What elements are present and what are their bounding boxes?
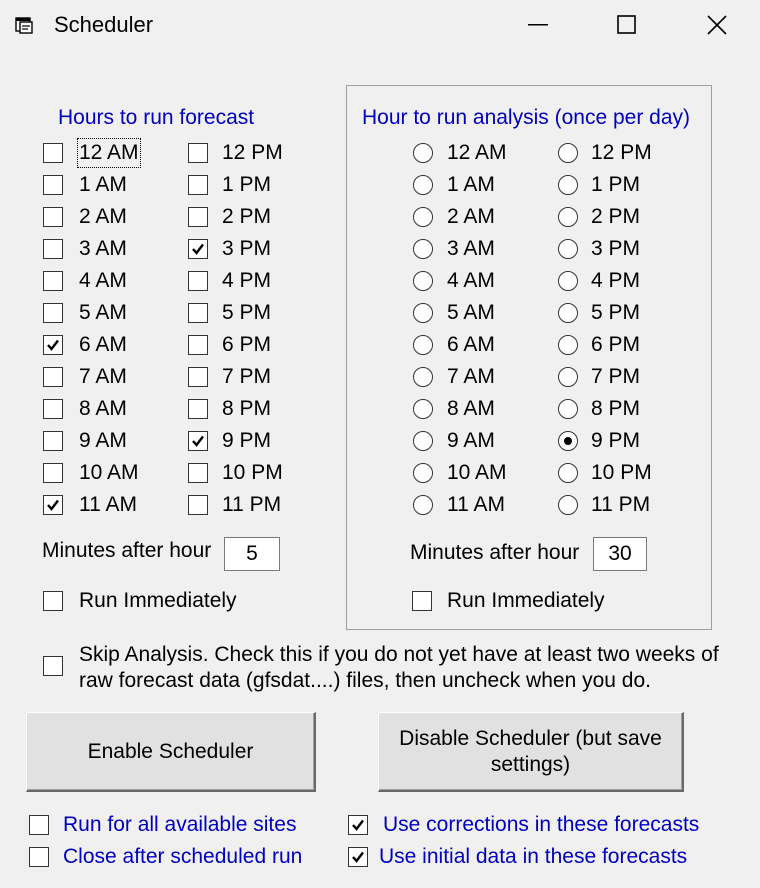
- forecast-minutes-label: Minutes after hour: [42, 539, 212, 562]
- analysis-radio-4-am[interactable]: [413, 271, 433, 291]
- window-title: Scheduler: [54, 12, 154, 37]
- forecast-label-10-pm: 10 PM: [222, 461, 283, 484]
- analysis-label-7-pm: 7 PM: [591, 365, 641, 388]
- forecast-label-9-am: 9 AM: [79, 429, 127, 452]
- analysis-radio-3-am[interactable]: [413, 239, 433, 259]
- check-icon: [191, 434, 205, 448]
- check-icon: [351, 850, 365, 864]
- analysis-radio-1-pm[interactable]: [558, 175, 578, 195]
- forecast-run-immediately-checkbox[interactable]: [43, 591, 63, 611]
- forecast-label-4-am: 4 AM: [79, 269, 127, 292]
- check-icon: [191, 242, 205, 256]
- analysis-label-3-pm: 3 PM: [591, 237, 641, 260]
- analysis-label-10-am: 10 AM: [447, 461, 507, 484]
- analysis-radio-3-pm[interactable]: [558, 239, 578, 259]
- analysis-radio-10-pm[interactable]: [558, 463, 578, 483]
- analysis-label-7-am: 7 AM: [447, 365, 495, 388]
- analysis-heading: Hour to run analysis (once per day): [362, 106, 690, 129]
- forecast-label-3-pm: 3 PM: [222, 237, 272, 260]
- forecast-checkbox-7-pm[interactable]: [188, 367, 208, 387]
- forecast-label-5-am: 5 AM: [79, 301, 127, 324]
- analysis-label-4-am: 4 AM: [447, 269, 495, 292]
- forecast-checkbox-3-am[interactable]: [43, 239, 63, 259]
- run-all-sites-label: Run for all available sites: [63, 813, 297, 836]
- analysis-label-3-am: 3 AM: [447, 237, 495, 260]
- check-icon: [351, 818, 365, 832]
- run-all-sites-checkbox[interactable]: [29, 815, 49, 835]
- analysis-radio-5-am[interactable]: [413, 303, 433, 323]
- analysis-label-10-pm: 10 PM: [591, 461, 652, 484]
- analysis-label-4-pm: 4 PM: [591, 269, 641, 292]
- analysis-run-immediately-checkbox[interactable]: [412, 591, 432, 611]
- forecast-label-3-am: 3 AM: [79, 237, 127, 260]
- analysis-radio-7-am[interactable]: [413, 367, 433, 387]
- analysis-radio-2-am[interactable]: [413, 207, 433, 227]
- analysis-label-9-am: 9 AM: [447, 429, 495, 452]
- use-corrections-checkbox[interactable]: [348, 815, 368, 835]
- forecast-label-2-am: 2 AM: [79, 205, 127, 228]
- forecast-label-11-am: 11 AM: [79, 493, 137, 516]
- check-icon: [46, 498, 60, 512]
- forecast-label-9-pm: 9 PM: [222, 429, 272, 452]
- skip-analysis-text-line2: raw forecast data (gfsdat....) files, then uncheck when you do.: [79, 669, 651, 692]
- forecast-checkbox-5-am[interactable]: [43, 303, 63, 323]
- forecast-label-6-am: 6 AM: [79, 333, 127, 356]
- analysis-label-11-am: 11 AM: [447, 493, 505, 516]
- maximize-button[interactable]: [582, 0, 672, 50]
- analysis-radio-4-pm[interactable]: [558, 271, 578, 291]
- forecast-checkbox-8-pm[interactable]: [188, 399, 208, 419]
- forecast-label-1-am: 1 AM: [79, 173, 127, 196]
- forecast-checkbox-12-am[interactable]: [43, 143, 63, 163]
- forecast-checkbox-2-pm[interactable]: [188, 207, 208, 227]
- forecast-label-8-am: 8 AM: [79, 397, 127, 420]
- minimize-icon: [528, 24, 548, 26]
- use-corrections-label: Use corrections in these forecasts: [383, 813, 700, 836]
- forecast-label-12-am: 12 AM: [79, 141, 139, 164]
- forecast-checkbox-10-am[interactable]: [43, 463, 63, 483]
- forecast-label-8-pm: 8 PM: [222, 397, 272, 420]
- forecast-checkbox-3-pm[interactable]: [188, 239, 208, 259]
- close-after-run-checkbox[interactable]: [29, 847, 49, 867]
- analysis-label-1-am: 1 AM: [447, 173, 495, 196]
- forecast-label-11-pm: 11 PM: [222, 493, 282, 516]
- analysis-radio-9-pm[interactable]: [558, 431, 578, 451]
- forecast-checkbox-1-am[interactable]: [43, 175, 63, 195]
- forecast-checkbox-2-am[interactable]: [43, 207, 63, 227]
- forecast-checkbox-12-pm[interactable]: [188, 143, 208, 163]
- forecast-checkbox-8-am[interactable]: [43, 399, 63, 419]
- minimize-button[interactable]: [493, 0, 583, 50]
- analysis-label-2-am: 2 AM: [447, 205, 495, 228]
- forecast-label-7-am: 7 AM: [79, 365, 127, 388]
- analysis-label-6-am: 6 AM: [447, 333, 495, 356]
- forecast-heading: Hours to run forecast: [58, 106, 255, 129]
- analysis-radio-7-pm[interactable]: [558, 367, 578, 387]
- forecast-label-1-pm: 1 PM: [222, 173, 272, 196]
- close-after-run-label: Close after scheduled run: [63, 845, 303, 868]
- forecast-checkbox-7-am[interactable]: [43, 367, 63, 387]
- analysis-radio-12-am[interactable]: [413, 143, 433, 163]
- skip-analysis-text-line1: Skip Analysis. Check this if you do not yet have at least two weeks of: [79, 643, 719, 666]
- analysis-label-12-am: 12 AM: [447, 141, 507, 164]
- use-initial-data-label: Use initial data in these forecasts: [379, 845, 688, 868]
- enable-scheduler-button[interactable]: Enable Scheduler: [26, 712, 316, 792]
- analysis-radio-6-am[interactable]: [413, 335, 433, 355]
- analysis-label-9-pm: 9 PM: [591, 429, 641, 452]
- disable-scheduler-label-line2: settings): [490, 752, 571, 776]
- forecast-label-6-pm: 6 PM: [222, 333, 272, 356]
- analysis-radio-5-pm[interactable]: [558, 303, 578, 323]
- analysis-label-12-pm: 12 PM: [591, 141, 652, 164]
- forecast-checkbox-4-pm[interactable]: [188, 271, 208, 291]
- analysis-minutes-input[interactable]: [593, 537, 647, 571]
- forecast-label-2-pm: 2 PM: [222, 205, 272, 228]
- forecast-checkbox-9-am[interactable]: [43, 431, 63, 451]
- analysis-radio-8-am[interactable]: [413, 399, 433, 419]
- forecast-checkbox-9-pm[interactable]: [188, 431, 208, 451]
- radio-selected-dot: [564, 437, 572, 445]
- forecast-label-12-pm: 12 PM: [222, 141, 283, 164]
- check-icon: [46, 338, 60, 352]
- analysis-label-5-pm: 5 PM: [591, 301, 641, 324]
- analysis-label-11-pm: 11 PM: [591, 493, 651, 516]
- analysis-radio-11-am[interactable]: [413, 495, 433, 515]
- analysis-radio-2-pm[interactable]: [558, 207, 578, 227]
- forecast-label-5-pm: 5 PM: [222, 301, 272, 324]
- forecast-checkbox-11-pm[interactable]: [188, 495, 208, 515]
- forecast-label-7-pm: 7 PM: [222, 365, 272, 388]
- forecast-checkbox-4-am[interactable]: [43, 271, 63, 291]
- analysis-radio-10-am[interactable]: [413, 463, 433, 483]
- app-icon: [14, 15, 34, 35]
- analysis-label-8-pm: 8 PM: [591, 397, 641, 420]
- analysis-run-immediately-label: Run Immediately: [447, 589, 605, 612]
- analysis-radio-1-am[interactable]: [413, 175, 433, 195]
- analysis-minutes-label: Minutes after hour: [410, 541, 580, 564]
- analysis-label-2-pm: 2 PM: [591, 205, 641, 228]
- analysis-radio-6-pm[interactable]: [558, 335, 578, 355]
- forecast-checkbox-10-pm[interactable]: [188, 463, 208, 483]
- skip-analysis-checkbox[interactable]: [43, 656, 63, 676]
- close-icon: [707, 15, 727, 35]
- analysis-radio-9-am[interactable]: [413, 431, 433, 451]
- analysis-label-6-pm: 6 PM: [591, 333, 641, 356]
- title-bar[interactable]: [0, 0, 760, 50]
- forecast-checkbox-5-pm[interactable]: [188, 303, 208, 323]
- disable-scheduler-label-line1: Disable Scheduler (but save: [399, 726, 662, 750]
- forecast-checkbox-1-pm[interactable]: [188, 175, 208, 195]
- close-button[interactable]: [672, 0, 760, 50]
- maximize-icon: [617, 15, 637, 35]
- use-initial-data-checkbox[interactable]: [348, 847, 368, 867]
- analysis-label-5-am: 5 AM: [447, 301, 495, 324]
- forecast-run-immediately-label: Run Immediately: [79, 589, 237, 612]
- forecast-minutes-input[interactable]: [224, 537, 280, 571]
- analysis-radio-12-pm[interactable]: [558, 143, 578, 163]
- analysis-label-8-am: 8 AM: [447, 397, 495, 420]
- analysis-radio-8-pm[interactable]: [558, 399, 578, 419]
- analysis-radio-11-pm[interactable]: [558, 495, 578, 515]
- forecast-label-4-pm: 4 PM: [222, 269, 272, 292]
- analysis-label-1-pm: 1 PM: [591, 173, 641, 196]
- disable-scheduler-button[interactable]: [378, 712, 684, 792]
- forecast-checkbox-6-pm[interactable]: [188, 335, 208, 355]
- forecast-checkbox-11-am[interactable]: [43, 495, 63, 515]
- forecast-checkbox-6-am[interactable]: [43, 335, 63, 355]
- forecast-label-10-am: 10 AM: [79, 461, 139, 484]
